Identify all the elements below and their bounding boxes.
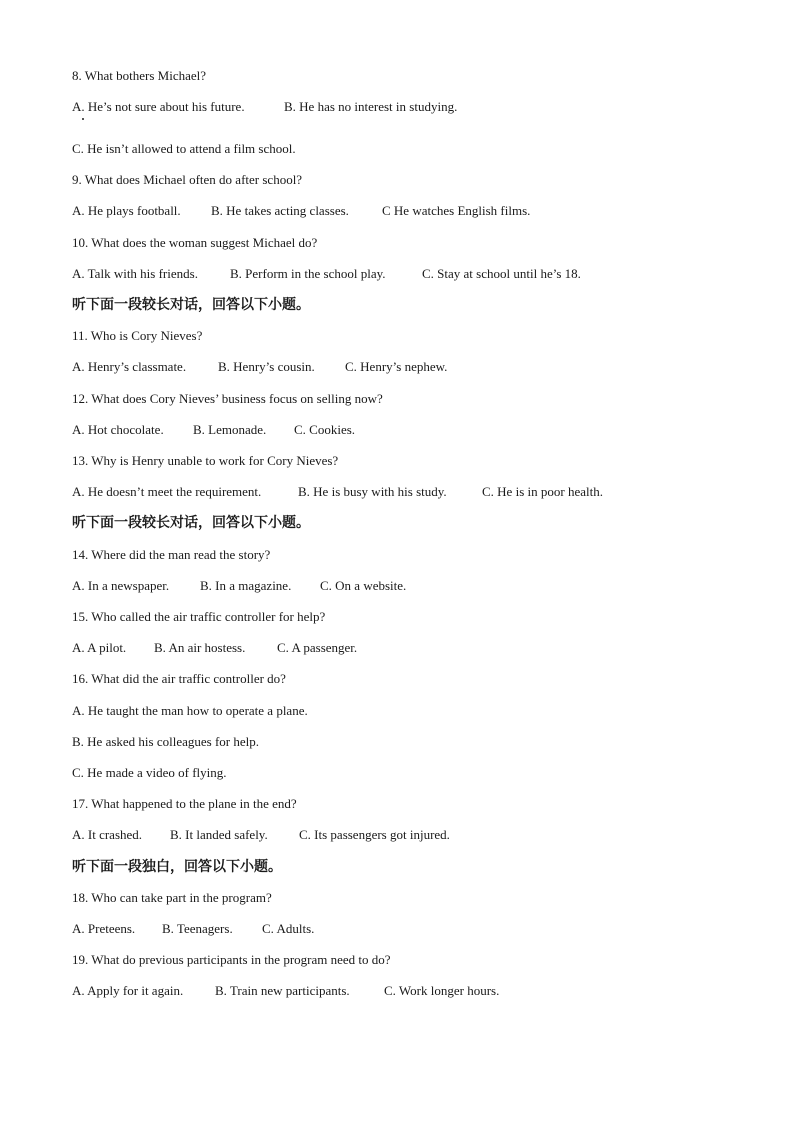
option-16b: B. He asked his colleagues for help. [72,734,260,749]
question-16: 16. What did the air traffic controller do? [72,671,286,686]
option-8a: A. He’s not sure about his future. [72,99,245,114]
option-12b: B. Lemonade. [193,422,267,437]
option-17c: C. Its passengers got injured. [299,827,450,842]
option-19b: B. Train new participants. [215,983,350,998]
section-heading-2: 听下面一段较长对话，回答以下小题。 [72,515,310,531]
option-13b: B. He is busy with his study. [298,484,447,499]
stray-mark [82,118,84,120]
option-12a: A. Hot chocolate. [72,422,164,437]
option-14a: A. In a newspaper. [72,578,170,593]
option-16c: C. He made a video of flying. [72,765,227,780]
question-12: 12. What does Cory Nieves’ business focus on selling now? [72,391,383,406]
option-10b: B. Perform in the school play. [230,266,386,281]
section-heading-1: 听下面一段较长对话，回答以下小题。 [72,297,310,313]
question-15: 15. Who called the air traffic controller for help? [72,609,326,624]
question-19: 19. What do previous participants in the program need to do? [72,952,391,967]
option-15b: B. An air hostess. [154,640,246,655]
option-11a: A. Henry’s classmate. [72,359,187,374]
question-13: 13. Why is Henry unable to work for Cory Nieves? [72,453,339,468]
option-8c: C. He isn’t allowed to attend a film school. [72,141,296,156]
option-9c: C He watches English films. [382,203,531,218]
option-13c: C. He is in poor health. [482,484,603,499]
question-10: 10. What does the woman suggest Michael do? [72,235,318,250]
option-15a: A. A pilot. [72,640,127,655]
option-16a: A. He taught the man how to operate a plane. [72,703,308,718]
section-heading-3: 听下面一段独白，回答以下小题。 [72,859,282,875]
option-8b: B. He has no interest in studying. [284,99,458,114]
option-12c: C. Cookies. [294,422,356,437]
option-14c: C. On a website. [320,578,407,593]
option-9b: B. He takes acting classes. [211,203,349,218]
question-18: 18. Who can take part in the program? [72,890,272,905]
question-11: 11. Who is Cory Nieves? [72,328,203,343]
option-18a: A. Preteens. [72,921,136,936]
question-9: 9. What does Michael often do after school? [72,172,303,187]
option-15c: C. A passenger. [277,640,358,655]
question-8: 8. What bothers Michael? [72,68,207,83]
option-13a: A. He doesn’t meet the requirement. [72,484,262,499]
question-17: 17. What happened to the plane in the end? [72,796,297,811]
option-18c: C. Adults. [262,921,315,936]
question-14: 14. Where did the man read the story? [72,547,271,562]
option-10a: A. Talk with his friends. [72,266,198,281]
option-17b: B. It landed safely. [170,827,268,842]
option-19c: C. Work longer hours. [384,983,500,998]
option-10c: C. Stay at school until he’s 18. [422,266,581,281]
option-17a: A. It crashed. [72,827,143,842]
option-18b: B. Teenagers. [162,921,233,936]
option-9a: A. He plays football. [72,203,181,218]
option-11b: B. Henry’s cousin. [218,359,315,374]
option-11c: C. Henry’s nephew. [345,359,448,374]
option-14b: B. In a magazine. [200,578,292,593]
option-19a: A. Apply for it again. [72,983,184,998]
